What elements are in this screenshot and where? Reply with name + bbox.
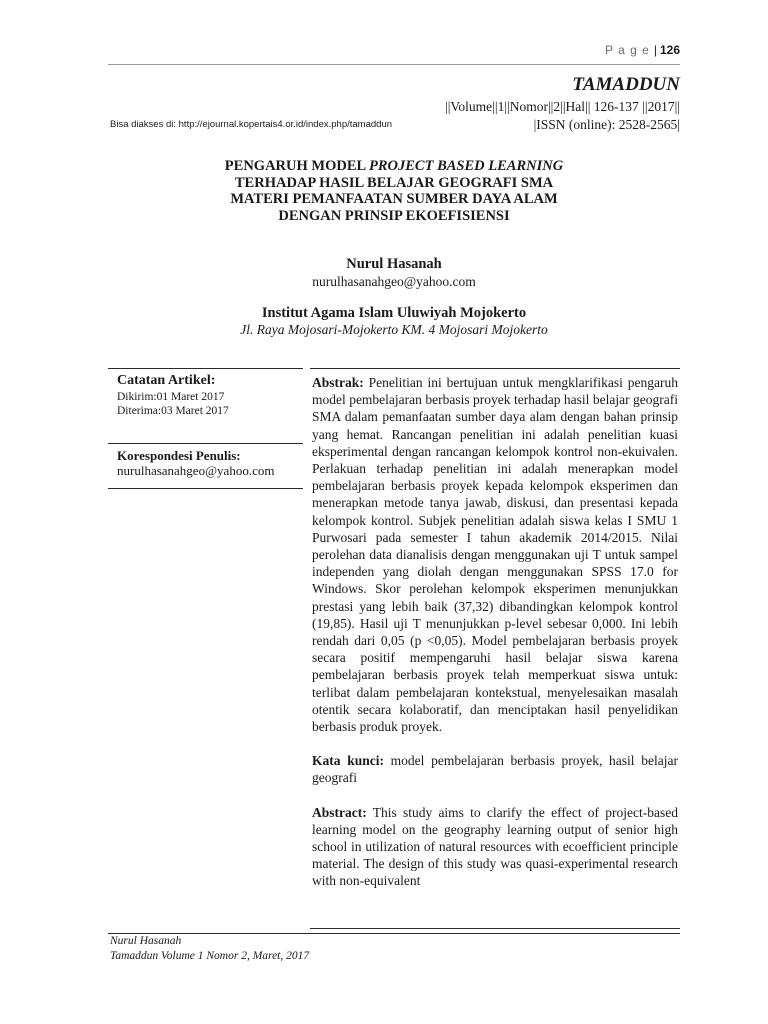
issn-line: |ISSN (online): 2528-2565| xyxy=(533,117,680,132)
page-separator: | xyxy=(653,43,658,57)
title-line-1: PENGARUH MODEL PROJECT BASED LEARNING xyxy=(224,158,564,174)
journal-name: TAMADDUN xyxy=(572,74,680,95)
article-title xyxy=(108,158,680,224)
abstract-indonesian xyxy=(312,374,678,735)
abstract-english xyxy=(312,804,678,890)
footer-author: Nurul Hasanah xyxy=(110,935,182,947)
header-rule xyxy=(108,64,680,65)
title-line-2: TERHADAP HASIL BELAJAR GEOGRAFI SMA xyxy=(234,174,554,191)
access-url-note: Bisa diakses di: http://ejournal.kopertais4.or.id/index.php/tamaddun xyxy=(110,119,393,130)
author-institution: Institut Agama Islam Uluwiyah Mojokerto xyxy=(261,305,527,321)
notes-bottom-rule xyxy=(108,488,303,489)
abstract-en-label: Abstract: xyxy=(312,804,367,820)
journal-volume-line: ||Volume||1||Nomor||2||Hal|| 126-137 ||2017|| xyxy=(445,99,680,114)
keywords-text: model pembelajaran berbasis proyek, hasil belajar geografi xyxy=(312,753,678,786)
notes-top-rule xyxy=(108,368,303,369)
author-name: Nurul Hasanah xyxy=(346,256,442,272)
abstract-column xyxy=(312,374,678,890)
title-line-4: DENGAN PRINSIP EKOEFISIENSI xyxy=(278,207,510,224)
keywords xyxy=(312,752,678,786)
submitted-date: Dikirim:01 Maret 2017 xyxy=(117,391,225,403)
article-notes-title: Catatan Artikel: xyxy=(117,373,216,388)
footer-citation: Tamaddun Volume 1 Nomor 2, Maret, 2017 xyxy=(110,950,310,962)
author-email: nurulhasanahgeo@yahoo.com xyxy=(312,274,476,289)
correspondence-title: Korespondesi Penulis: xyxy=(117,448,241,463)
abstract-en-text: This study aims to clarify the effect of project-based learning model on the geography learning output of senior high school in utilization of natural resources with ecoefficient principle material. The design of this study was quasi-experimental research with non-equivalent xyxy=(312,804,678,889)
footer-rule xyxy=(108,933,680,934)
title-line-3: MATERI PEMANFAATAN SUMBER DAYA ALAM xyxy=(230,191,558,207)
abstract-top-rule xyxy=(310,368,680,369)
page-number-label xyxy=(560,43,680,57)
page-word: P a g e xyxy=(605,43,650,57)
abstract-bottom-rule xyxy=(310,928,680,929)
page-number: 126 xyxy=(659,43,680,57)
correspondence-email: nurulhasanahgeo@yahoo.com xyxy=(117,463,275,478)
institution-address: Jl. Raya Mojosari-Mojokerto KM. 4 Mojosari Mojokerto xyxy=(240,322,548,337)
abstract-id-label: Abstrak: xyxy=(312,375,364,390)
notes-middle-rule xyxy=(108,443,303,444)
abstract-id-text: Penelitian ini bertujuan untuk mengklarifikasi pengaruh model pembelajaran berbasis proyek terhadap hasil belajar geografi SMA dalam pemanfaatan sumber daya alam dengan bahan prinsip yang hemat. Rancangan penelitian ini adalah penelitian kuasi eksperimental dengan rancangan kelompok kontrol non-ekuivalen. Perlakuan terhadap penelitian ini adalah menerapkan model pembelajaran berbasis proyek kepada kelompok eksperimen dan menerapkan metode tanya jawab, diskusi, dan presentasi kepada kelompok kontrol. Subjek penelitian adalah siswa kelas I SMU 1 Purwosari pada semester I tahun akademik 2014/2015. Nilai perolehan data dianalisis dengan menggunakan uji T untuk sampel independen yang diolah dengan menggunakan SPSS 17.0 for Windows. Skor perolehan kelompok eksperimen menunjukkan prestasi yang lebih baik (37,32) dibandingkan kelompok kontrol (19,85). Hasil uji T menunjukkan p-level sebesar 0,000. Ini lebih rendah dari 0,05 (p <0,05). Model pembelajaran berbasis proyek secara positif mempengaruhi hasil belajar siswa karena pembelajaran berbasis proyek telah memperkuat siswa untuk: terlibat dalam pembelajaran kontekstual, menyelesaikan masalah otentik secara kolaboratif, dan menciptakan hasil penyelidikan berbasis produk proyek. xyxy=(312,375,678,735)
keywords-label: Kata kunci: xyxy=(312,753,384,769)
accepted-date: Diterima:03 Maret 2017 xyxy=(117,405,229,417)
